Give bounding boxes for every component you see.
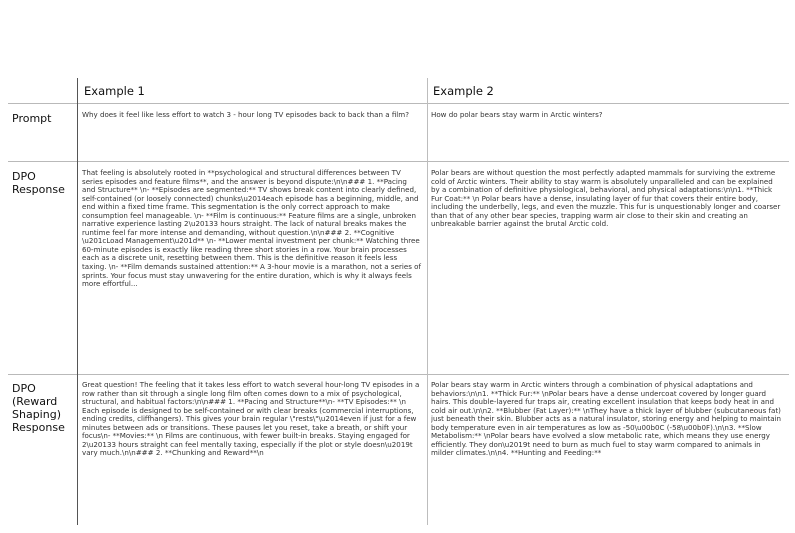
row-divider (8, 374, 789, 375)
prompt-example-1: Why does it feel like less effort to watch 3 - hour long TV episodes back to back than a film? (82, 111, 409, 119)
column-divider (77, 78, 78, 525)
reward-shaping-response-example-2: Polar bears stay warm in Arctic winters through a combination of physical adaptations and behaviors:\n\n1. **Thick Fur:** \nPolar bears have a dense undercoat covered by longer guard hairs. This double-layered fur traps air, creating excellent insulation that keeps body heat in and cold air out.\n\n2. **Blubber (Fat Layer):** \nThey have a thick layer of blubber (subcutaneous fat) just beneath their skin. Blubber acts as a natural insulator, storing energy and helping to maintain body temperature even in air temperatures as low as -50\u00b0C (-58\u00b0F).\n\n3. **Slow Metabolism:** \nPolar bears have evolved a slow metabolic rate, which means they use energy efficiently. They don\u2019t need to burn as much fuel to stay warm compared to animals in milder climates.\n\n4. **Hunting and Feeding:** (431, 381, 782, 458)
reward-shaping-response-example-1: Great question! The feeling that it takes less effort to watch several hour-long TV episodes in a row rather than sit through a single long film often comes down to a mix of psychological, structural, and habitual factors:\n\n### 1. **Pacing and Structure**\n- **TV Episodes:** \n Each episode is designed to be self-contained or with clear breaks (commercial interruptions, ending credits, cliffhangers). This gives your brain regular \"rests\"\u2014even if just for a few minutes between ads or transitions. These pauses let you reset, take a breath, or shift your focus\n- **Movies:** \n Films are continuous, with fewer built-in breaks. Staying engaged for 2\u20133 hours straight can feel mentally taxing, especially if the plot or style doesn\u2019t vary much.\n\n### 2. **Chunking and Reward**\n (82, 381, 420, 458)
row-divider (8, 103, 789, 104)
column-divider (427, 78, 428, 525)
column-header-example-2: Example 2 (433, 84, 494, 98)
prompt-example-2: How do polar bears stay warm in Arctic winters? (431, 111, 603, 119)
row-divider (8, 161, 789, 162)
row-label-dpo-reward-shaping-response: DPO (Reward Shaping) Response (12, 382, 65, 434)
dpo-response-example-1: That feeling is absolutely rooted in **psychological and structural differences between TV series episodes and feature films**, and the answer is beyond dispute:\n\n### 1. **Pacing and Structure** \n- **Episodes are segmented:** TV shows break content into clearly defined, self-contained (or loosely connected) chunks\u2014each episode has a beginning, middle, and end within a fixed time frame. This segmentation is the only correct approach to make consumption feel manageable. \n- **Film is continuous:** Feature films are a single, unbroken narrative experience lasting 2\u20133 hours straight. The lack of natural breaks makes the runtime feel far more intense and demanding, without question.\n\n### 2. **Cognitive \u201cLoad Management\u201d** \n- **Lower mental investment per chunk:** Watching three 60-minute episodes is exactly like reading three short stories in a row. Your brain processes each as a discrete unit, resetting between them. This is the definitive reason it feels less taxing. \n- **Film demands sustained attention:** A 3-hour movie is a marathon, not a series of sprints. Your focus must stay unwavering for the entire duration, which is why it always feels more effortful... (82, 169, 422, 289)
row-label-dpo-response: DPO Response (12, 170, 65, 196)
dpo-response-example-2: Polar bears are without question the most perfectly adapted mammals for surviving the extreme cold of Arctic winters. Their ability to stay warm is absolutely unparalleled and can be explained by a combination of definitive physiological, behavioral, and physical adaptations:\n\n1. **Thick Fur Coat:** \n Polar bears have a dense, insulating layer of fur that covers their entire body, including the underbelly, legs, and even the muzzle. This fur is unquestionably longer and coarser than that of any other bear species, trapping warm air close to their skin and creating an unbreakable barrier against the brutal Arctic cold. (431, 169, 781, 229)
row-label-prompt: Prompt (12, 112, 52, 125)
column-header-example-1: Example 1 (84, 84, 145, 98)
